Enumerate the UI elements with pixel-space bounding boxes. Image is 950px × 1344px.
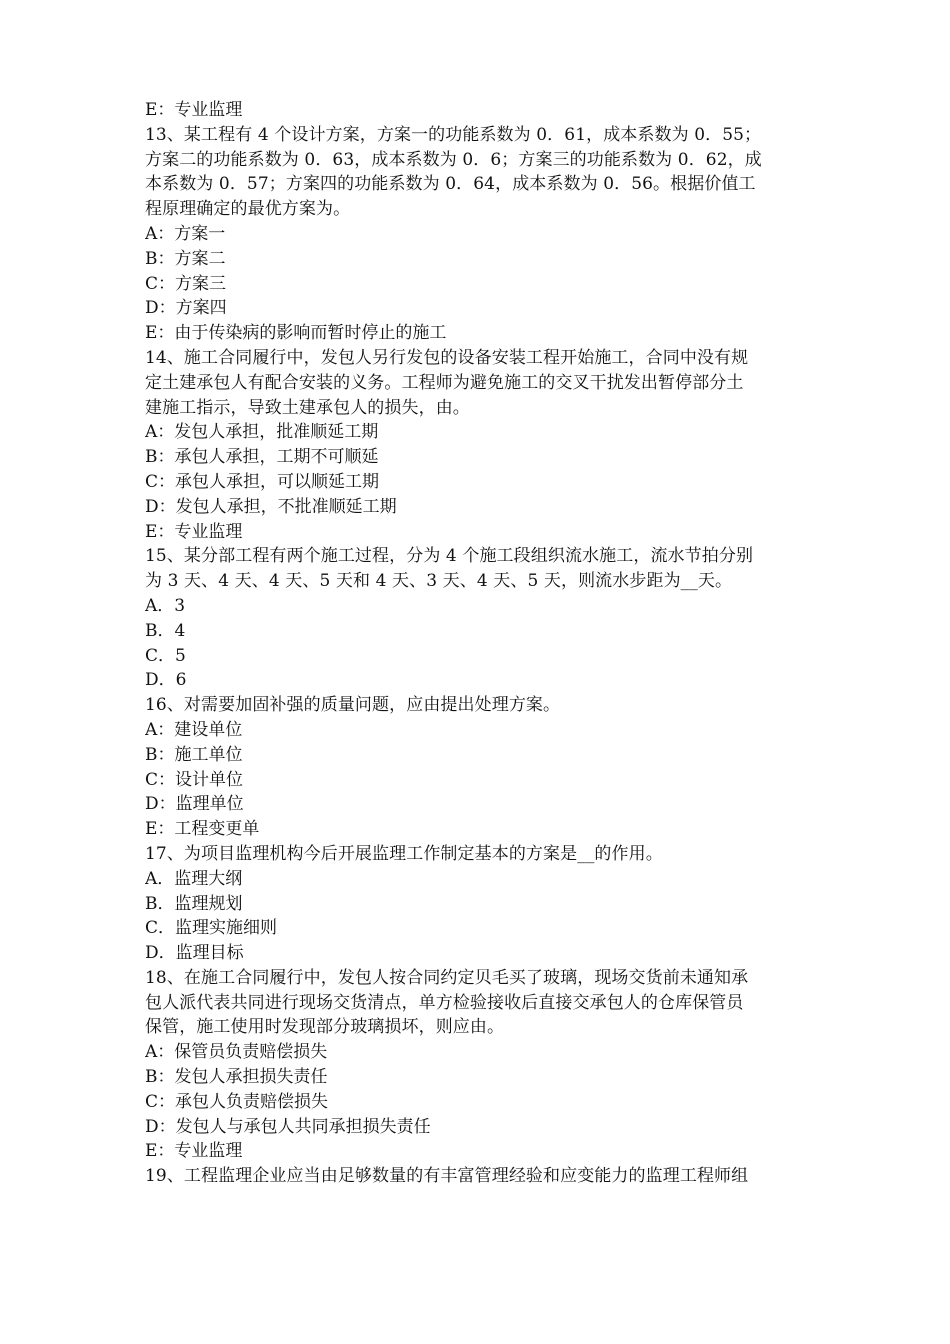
option-line: C：方案三 (145, 273, 227, 294)
question-line: 16、对需要加固补强的质量问题，应由提出处理方案。 (145, 695, 561, 716)
question-line: 13、某工程有 4 个设计方案，方案一的功能系数为 0．61，成本系数为 0．55； (145, 124, 762, 145)
question-line: 定土建承包人有配合安装的义务。工程师为避免施工的交叉干扰发出暂停部分土 (145, 372, 744, 393)
option-line: B．监理规划 (145, 893, 243, 914)
question-line: 17、为项目监理机构今后开展监理工作制定基本的方案是__的作用。 (145, 843, 663, 864)
option-line: E：专业监理 (145, 1141, 243, 1162)
option-line: D．6 (145, 670, 187, 691)
option-line: C．5 (145, 645, 186, 666)
option-line: B：承包人承担，工期不可顺延 (145, 447, 379, 468)
option-line: A：发包人承担，批准顺延工期 (145, 422, 379, 443)
option-line: B：施工单位 (145, 744, 243, 765)
option-line: C：设计单位 (145, 769, 244, 790)
option-line: C：承包人承担，可以顺延工期 (145, 471, 380, 492)
question-19 (145, 1164, 810, 1189)
question-line: 为 3 天、4 天、4 天、5 天和 4 天、3 天、4 天、5 天，则流水步距为__天。 (145, 571, 733, 592)
question-line: 建施工指示，导致土建承包人的损失，由。 (145, 397, 470, 418)
question-18 (145, 966, 810, 1040)
option-line: D：发包人与承包人共同承担损失责任 (145, 1116, 431, 1137)
document-page (145, 98, 810, 1189)
question-17 (145, 842, 810, 867)
option-line: B：方案二 (145, 248, 226, 269)
question-14 (145, 346, 810, 420)
option-line: D：发包人承担，不批准顺延工期 (145, 496, 397, 517)
option-line: D：监理单位 (145, 794, 244, 815)
question-line: 15、某分部工程有两个施工过程，分为 4 个施工段组织流水施工，流水节拍分别 (145, 546, 754, 567)
option-line: A：保管员负责赔偿损失 (145, 1042, 328, 1063)
text-column (145, 98, 810, 1189)
question-line: 程原理确定的最优方案为。 (145, 199, 351, 220)
question-16 (145, 693, 810, 718)
option-line: E：专业监理 (145, 100, 243, 120)
option-line: B：发包人承担损失责任 (145, 1067, 328, 1088)
question-line: 14、施工合同履行中，发包人另行发包的设备安装工程开始施工，合同中没有规 (145, 347, 749, 368)
question-line: 保管，施工使用时发现部分玻璃损坏，则应由。 (145, 1017, 505, 1038)
question-line: 19、工程监理企业应当由足够数量的有丰富管理经验和应变能力的监理工程师组 (145, 1166, 749, 1187)
option-line: B．4 (145, 620, 186, 641)
option-line: C．监理实施细则 (145, 918, 278, 939)
option-line: D．监理目标 (145, 943, 244, 964)
option-line: E：工程变更单 (145, 819, 260, 840)
option-line: E：专业监理 (145, 521, 243, 542)
question-15 (145, 544, 810, 594)
option-line: A：方案一 (145, 223, 226, 244)
option-line: E：由于传染病的影响而暂时停止的施工 (145, 323, 447, 344)
option-line: C：承包人负责赔偿损失 (145, 1091, 329, 1112)
question-line: 方案二的功能系数为 0．63，成本系数为 0．6；方案三的功能系数为 0．62，成 (145, 149, 762, 170)
question-line: 18、在施工合同履行中，发包人按合同约定贝毛买了玻璃，现场交货前未通知承 (145, 967, 749, 988)
option-line: A．3 (145, 595, 186, 616)
option-line: A．监理大纲 (145, 868, 243, 889)
question-line: 包人派代表共同进行现场交货清点，单方检验接收后直接交承包人的仓库保管员 (145, 992, 744, 1013)
question-13 (145, 123, 810, 222)
option-line: D：方案四 (145, 298, 227, 319)
option-line: A：建设单位 (145, 719, 243, 740)
question-line: 本系数为 0．57；方案四的功能系数为 0．64，成本系数为 0．56。根据价值工 (145, 174, 756, 195)
